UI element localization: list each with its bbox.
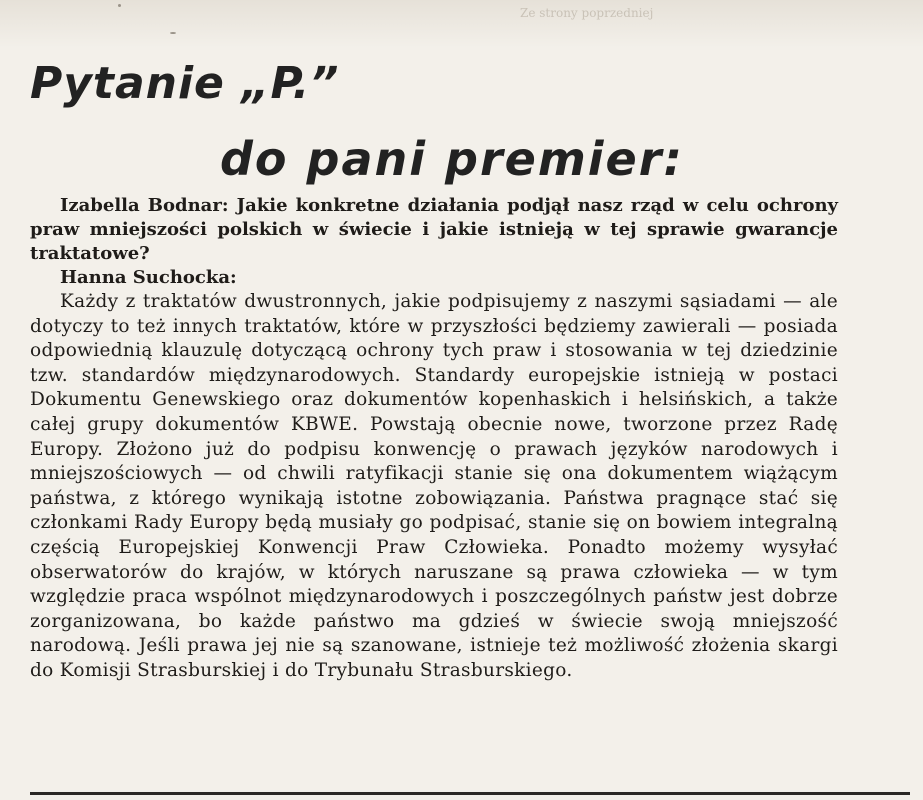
headline-line-1: Pytanie „P.” xyxy=(30,58,340,109)
ink-speck xyxy=(118,4,121,7)
interview-answer: Każdy z traktatów dwustronnych, jakie podpisujemy z naszymi sąsiadami — ale dotyczy to też innych traktatów, które w przyszłości będziemy zawierali — posiada odpowiednią klauzulę dotyczącą ochrony tych praw i stosowania w tej dziedzinie tzw. standardów międzynarodowych. Standardy europejskie istnieją w postaci Dokumentu Genewskiego oraz dokumentów kopenhaskich i helsińskich, a także całej grupy dokumentów KBWE. Powstają obecnie nowe, tworzone przez Radę Europy. Złożono już do podpisu konwencję o prawach języków narodowych i mniejszościowych — od chwili ratyfikacji stanie się ona dokumentem wiążącym państwa, z którego wynikają istotne zobowiązania. Państwa pragnące stać się członkami Rady Europy będą musiały go podpisać, stanie się on bowiem integralną częścią Europejskiej Konwencji Praw Człowieka. Ponadto możemy wysyłać obserwatorów do krajów, w których naruszane są prawa człowieka — w tym względzie praca wspólnot międzynarodowych i poszczególnych państw jest dobrze zorganizowana, bo każde państwo ma gdzieś w świecie swoją mniejszość narodową. Jeśli prawa jej nie są szanowane, istnieje też możliwość złożenia skargi do Komisji Strasburskiej i do Trybunału Strasburskiego. xyxy=(30,291,838,681)
interview-question: Izabella Bodnar: Jakie konkretne działania podjął nasz rząd w celu ochrony praw mniejszości polskich w świecie i jakie istnieją w tej sprawie gwarancje traktatowe? xyxy=(30,195,838,264)
headline-line-2: do pani premier: xyxy=(220,132,684,186)
bleed-through-text: Ze strony poprzedniej xyxy=(520,6,654,20)
respondent-name: Hanna Suchocka: xyxy=(60,267,237,288)
bottom-rule xyxy=(30,792,910,795)
article-body xyxy=(30,194,838,684)
ink-speck xyxy=(170,32,176,34)
bleed-through-area xyxy=(0,0,923,48)
